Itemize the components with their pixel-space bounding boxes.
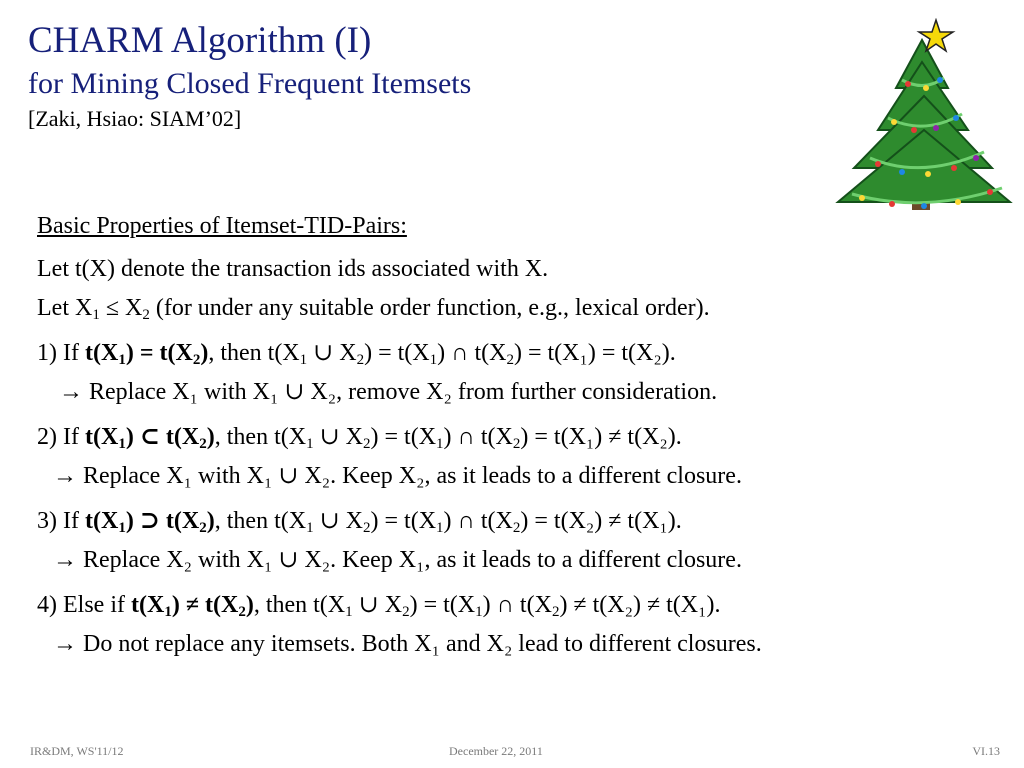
- rule-3: 3) If $t(X_1)$ ⊃ $t(X_2)$, then $t(X_1$ ∪ $X_2) = t(X_1)$ ∩ $t(X_2) = t(X_2) \ne t(X_1)$. → Replace X₂ with X₁ ∪ X₂. Keep X₁, as it leads to a different closure.: [37, 502, 997, 580]
- title-block: [28, 20, 471, 133]
- intro-line-2: Let $X_1 \le X_2$ (for under any suitable order function, e.g., lexical order).: [37, 295, 710, 323]
- section-heading: Basic Properties of Itemset-TID-Pairs:: [37, 213, 407, 239]
- slide-subtitle: for Mining Closed Frequent Itemsets: [28, 67, 472, 100]
- rule-2-action: → Replace X₁ with X₁ ∪ X₂. Keep X₂, as it leads to a different closure.: [53, 463, 742, 489]
- footer-course: IR&DM, WS'11/12: [30, 744, 124, 758]
- rule-4-action: → Do not replace any itemsets. Both X₁ and X₂ lead to different closures.: [53, 631, 762, 657]
- rule-1: 1) If $t(X_1) = t(X_2)$, then $t(X_1$ ∪ $X_2) = t(X_1)$ ∩ $t(X_2) = t(X_1) = t(X_2)$. → Replace X₁ with X₁ ∪ X₂, remove X₂ from further consideration.: [37, 334, 997, 412]
- footer-slide-number: VI.13: [972, 744, 1000, 758]
- slide-content: [37, 208, 997, 664]
- christmas-tree-icon: [832, 18, 1014, 214]
- rule-1-action: → Replace X₁ with X₁ ∪ X₂, remove X₂ from further consideration.: [59, 379, 718, 405]
- rule-4: 4) Else if $t(X_1) \ne t(X_2)$, then $t(X_1$ ∪ $X_2) = t(X_1)$ ∩ $t(X_2) \ne t(X_2) \ne t(X_1)$. → Do not replace any itemsets. Both X₁ and X₂ lead to different closures.: [37, 586, 997, 664]
- slide-title: CHARM Algorithm (I): [28, 20, 372, 61]
- intro-line-1: Let t(X) denote the transaction ids associated with X.: [37, 256, 549, 282]
- citation: [Zaki, Hsiao: SIAM’02]: [28, 106, 242, 131]
- rule-3-action: → Replace X₂ with X₁ ∪ X₂. Keep X₁, as it leads to a different closure.: [53, 547, 742, 573]
- rule-2: 2) If $t(X_1)$ ⊂ $t(X_2)$, then $t(X_1$ ∪ $X_2) = t(X_1)$ ∩ $t(X_2) = t(X_1) \ne t(X_2)$. → Replace X₁ with X₁ ∪ X₂. Keep X₂, as it leads to a different closure.: [37, 418, 997, 496]
- intro: [37, 250, 997, 328]
- footer-date: December 22, 2011: [449, 744, 543, 758]
